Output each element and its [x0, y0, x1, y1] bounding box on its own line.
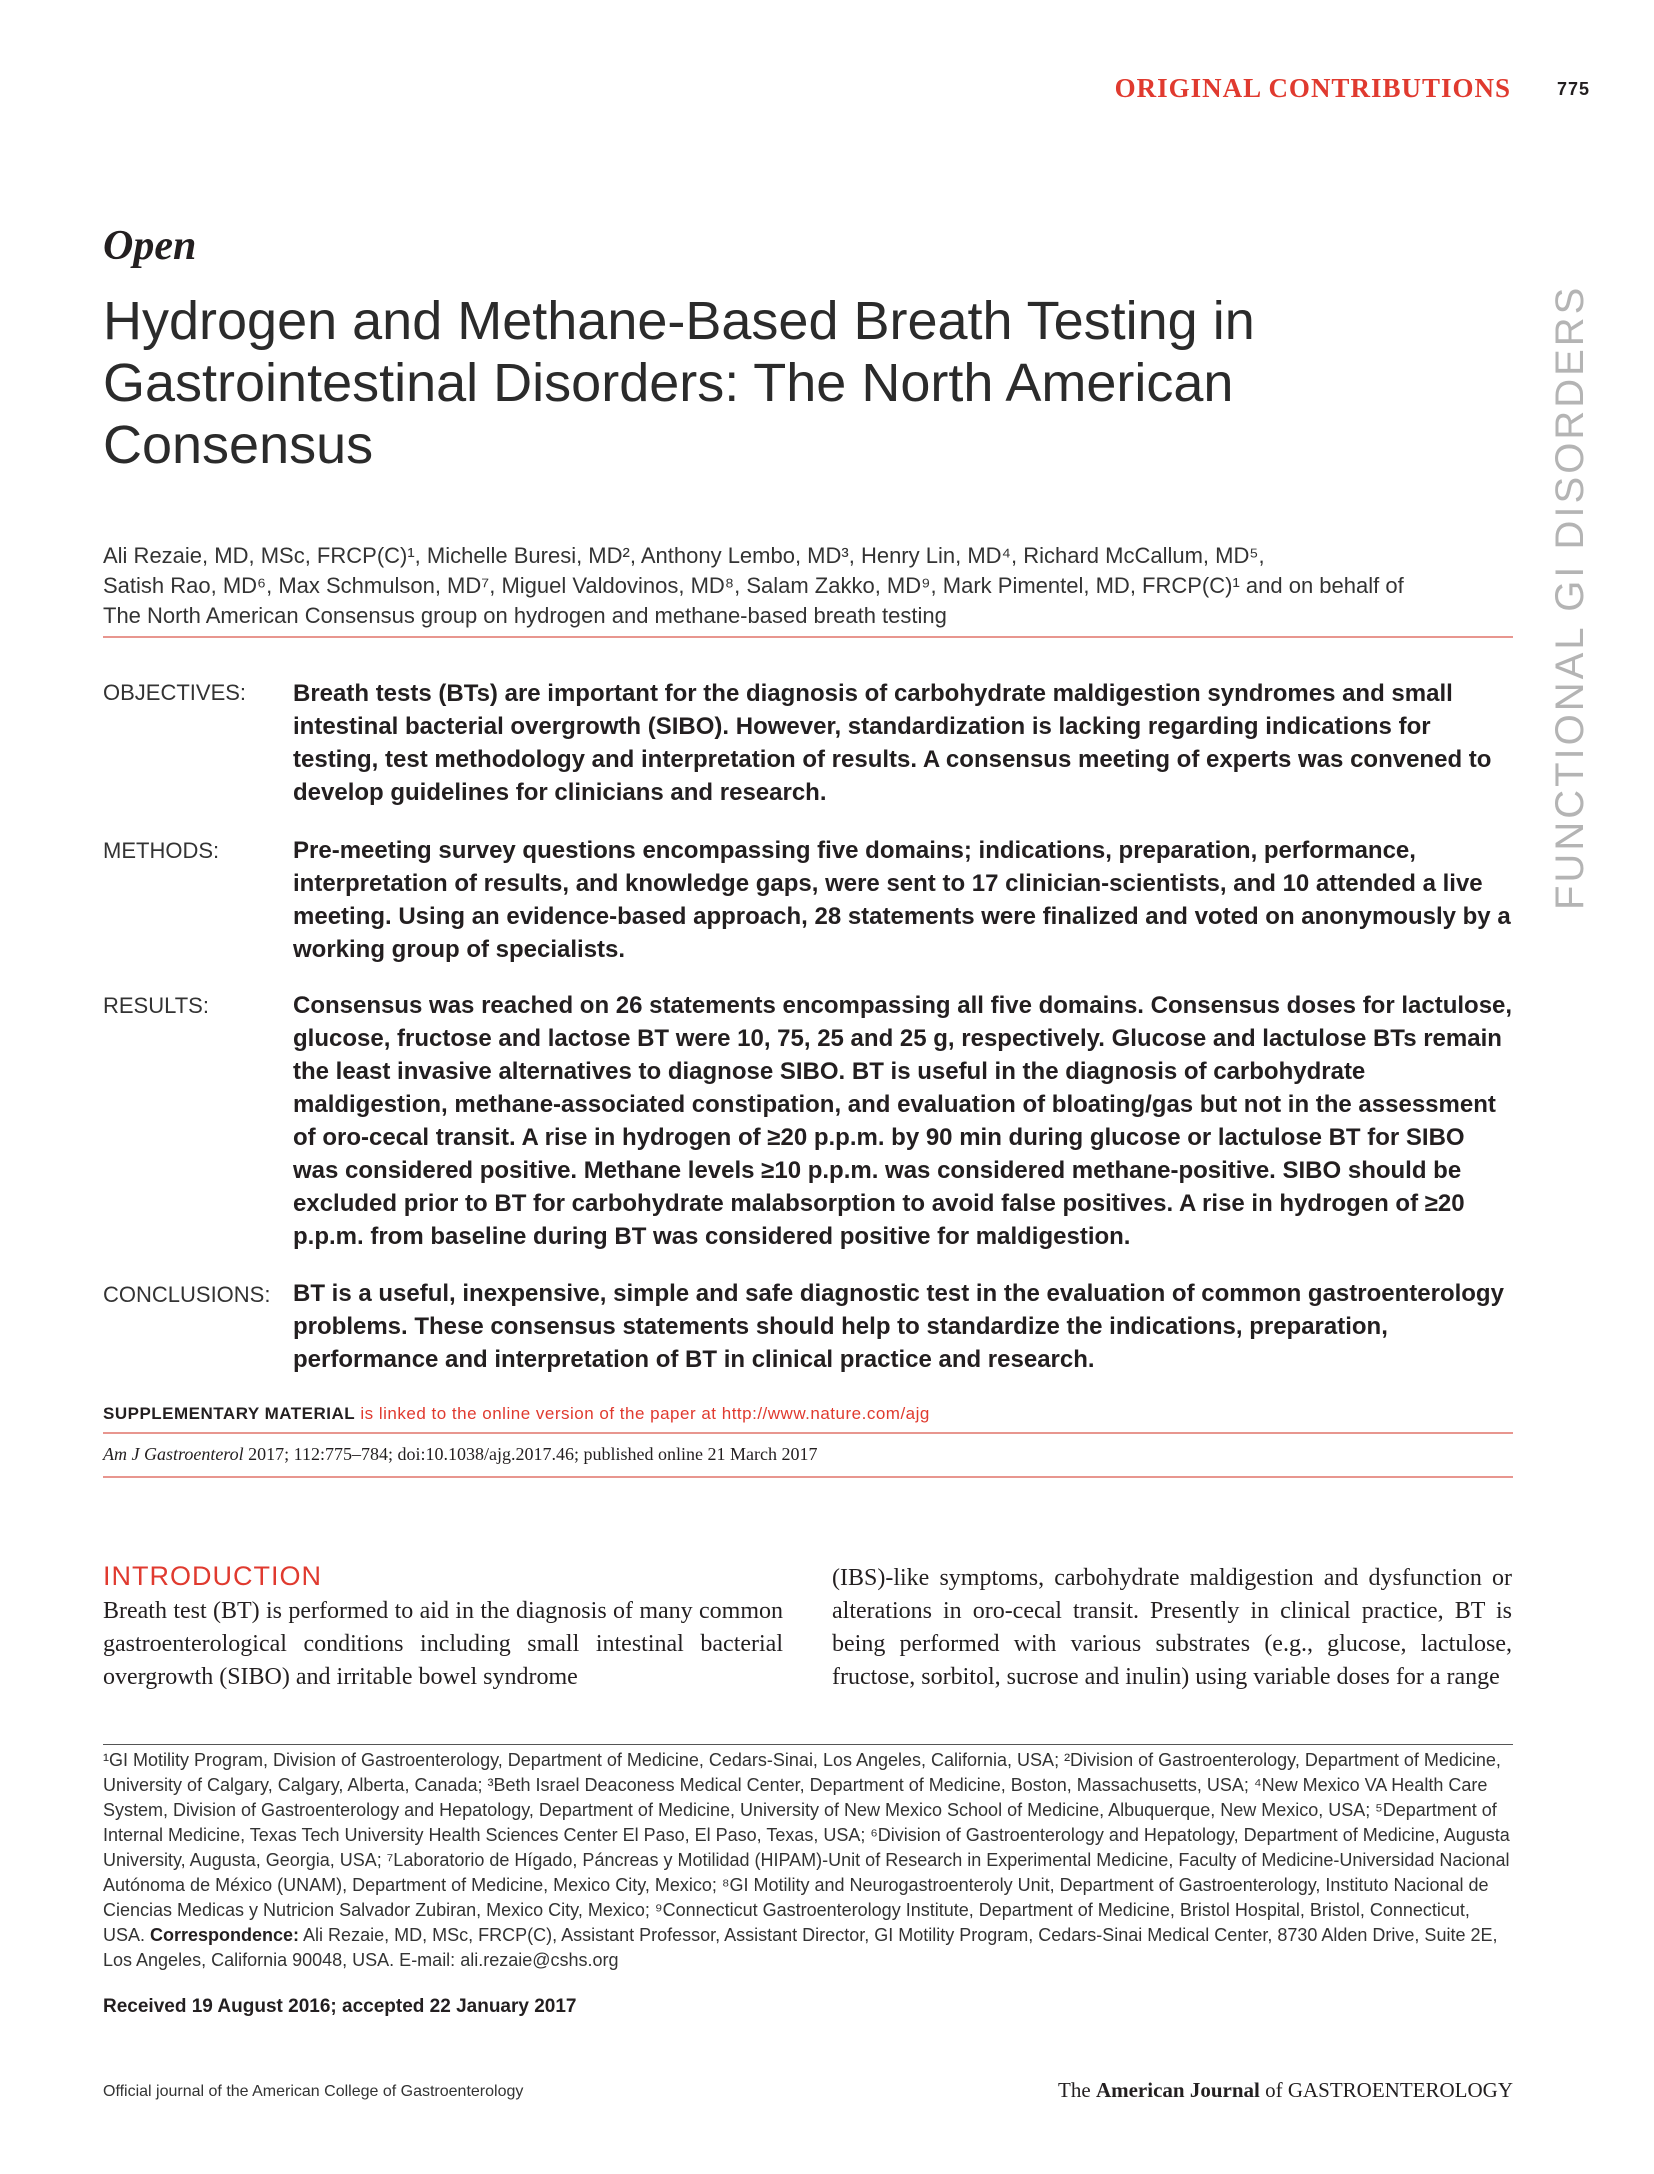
correspondence-text: Ali Rezaie, MD, MSc, FRCP(C), Assistant Professor, Assistant Director, GI Motility Program, Cedars-Sinai Medical Center, 8730 Alden Drive, Suite 2E, Los Angeles, California 90048, USA. E-mail: ali.rezaie@cshs.org [103, 1925, 1498, 1970]
methods-text: Pre-meeting survey questions encompassing five domains; indications, preparation, performance, interpretation of results, and knowledge gaps, were sent to 17 clinician-scientists, and 10 attended a live meeting. Using an evidence-based approach, 28 statements were finalized and voted on anonymously by a working group of specialists. [293, 837, 1511, 963]
author-list [103, 541, 1523, 631]
introduction-heading: INTRODUCTION [103, 1561, 322, 1591]
objectives-text: Breath tests (BTs) are important for the diagnosis of carbohydrate maldigestion syndromes and small intestinal bacterial overgrowth (SIBO). However, standardization is lacking regarding indications for testing, test methodology and interpretation of results. A consensus meeting of experts was convened to develop guidelines for clinicians and research. [293, 680, 1492, 806]
introduction-column-left: Breath test (BT) is performed to aid in the diagnosis of many common gastroenterological conditions including small intestinal bacterial overgrowth (SIBO) and irritable bowel syndrome [103, 1598, 783, 1690]
journal-name: Am J Gastroenterol [103, 1444, 244, 1464]
results-text: Consensus was reached on 26 statements encompassing all five domains. Consensus doses for lactulose, glucose, fructose and lactose BT were 10, 75, 25 and 25 g, respectively. Glucose and lactulose BTs remain the least invasive alternatives to diagnose SIBO. BT is useful in the diagnosis of carbohydrate maldigestion, methane-associated constipation, and evaluation of bloating/gas but not in the assessment of oro-cecal transit. A rise in hydrogen of ≥20 p.p.m. by 90 min during glucose or lactulose BT for SIBO was considered positive. Methane levels ≥10 p.p.m. was considered methane-positive. SIBO should be excluded prior to BT for carbohydrate malabsorption to avoid false positives. A rise in hydrogen of ≥20 p.p.m. from baseline during BT was considered positive for maldigestion. [293, 992, 1513, 1250]
objectives-label: OBJECTIVES: [103, 680, 247, 705]
divider [103, 636, 1513, 638]
affiliations-footnote [103, 1748, 1513, 1973]
author-line: Satish Rao, MD⁶, Max Schmulson, MD⁷, Miguel Valdovinos, MD⁸, Salam Zakko, MD⁹, Mark Pimentel, MD, FRCP(C)¹ and on behalf of [103, 573, 1404, 598]
side-section-label: FUNCTIONAL GI DISORDERS [1548, 284, 1592, 910]
footnote-divider [103, 1744, 1513, 1745]
open-access-label: Open [103, 223, 197, 269]
author-line: Ali Rezaie, MD, MSc, FRCP(C)¹, Michelle Buresi, MD², Anthony Lembo, MD³, Henry Lin, MD⁴, Richard McCallum, MD⁵, [103, 543, 1265, 568]
correspondence-label: Correspondence: [150, 1925, 300, 1945]
page-number: 775 [1556, 79, 1590, 99]
introduction-column-right: (IBS)-like symptoms, carbohydrate maldigestion and dysfunction or alterations in oro-cecal transit. Presently in clinical practice, BT is being performed with various substrates (e.g., glucose, lactulose, fructose, sorbitol, sucrose and inulin) using variable doses for a range [832, 1565, 1512, 1690]
divider [103, 1476, 1513, 1478]
received-dates: Received 19 August 2016; accepted 22 January 2017 [103, 1996, 577, 2017]
footer-prefix: The [1058, 2078, 1096, 2102]
author-line: The North American Consensus group on hydrogen and methane-based breath testing [103, 603, 947, 628]
footer-journal-note: Official journal of the American College of Gastroenterology [103, 2083, 524, 2100]
affiliations-text: ¹GI Motility Program, Division of Gastroenterology, Department of Medicine, Cedars-Sinai, Los Angeles, California, USA; ²Division of Gastroenterology, Department of Medicine, University of Calgary, Calgary, Alberta, Canada; ³Beth Israel Deaconess Medical Center, Department of Medicine, Boston, Massachusetts, USA; ⁴New Mexico VA Health Care System, Division of Gastroenterology and Hepatology, Department of Medicine, University of New Mexico School of Medicine, Albuquerque, New Mexico, USA; ⁵Department of Internal Medicine, Texas Tech University Health Sciences Center El Paso, El Paso, Texas, USA; ⁶Division of Gastroenterology and Hepatology, Department of Medicine, Augusta University, Augusta, Georgia, USA; ⁷Laboratorio de Hígado, Páncreas y Motilidad (HIPAM)-Unit of Research in Experimental Medicine, Faculty of Medicine-Universidad Nacional Autónoma de México (UNAM), Department of Medicine, Mexico City, Mexico; ⁸GI Motility and Neurogastroenteroly Unit, Department of Gastroenterology, Instituto Nacional de Ciencias Medicas y Nutricion Salvador Zubiran, Mexico City, Mexico; ⁹Connecticut Gastroenterology Institute, Department of Medicine, Bristol Hospital, Bristol, Connecticut, USA. [103, 1750, 1510, 1945]
methods-label: METHODS: [103, 838, 220, 863]
footer-journal-name [1058, 2078, 1513, 2103]
citation [103, 1444, 817, 1465]
supplementary-note [103, 1404, 930, 1424]
supplementary-heading: SUPPLEMENTARY MATERIAL [103, 1404, 356, 1423]
results-label: RESULTS: [103, 993, 209, 1018]
divider [103, 1432, 1513, 1434]
footer-journal-bold: American Journal [1095, 2078, 1260, 2102]
article-title: Hydrogen and Methane-Based Breath Testing in Gastrointestinal Disorders: The North American Consensus [103, 291, 1255, 475]
supplementary-link[interactable]: is linked to the online version of the paper at http://www.nature.com/ajg [355, 1404, 930, 1423]
conclusions-text: BT is a useful, inexpensive, simple and safe diagnostic test in the evaluation of common gastroenterology problems. These consensus statements should help to standardize the indications, preparation, performance and interpretation of BT in clinical practice and research. [293, 1280, 1504, 1373]
conclusions-label: CONCLUSIONS: [103, 1282, 271, 1307]
footer-suffix: of GASTROENTEROLOGY [1259, 2078, 1513, 2102]
section-label: ORIGINAL CONTRIBUTIONS [1114, 73, 1511, 103]
citation-details: 2017; 112:775–784; doi:10.1038/ajg.2017.46; published online 21 March 2017 [243, 1444, 818, 1464]
